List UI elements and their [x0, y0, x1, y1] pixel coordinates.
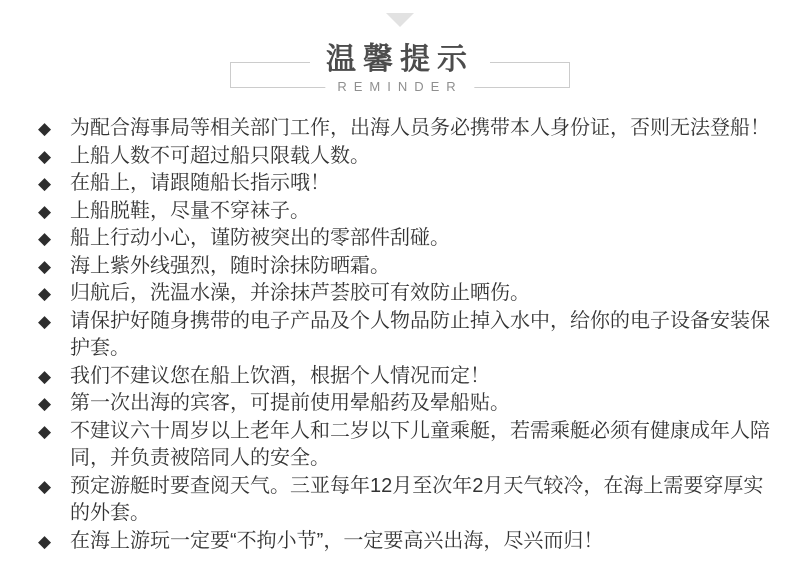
list-item — [38, 280, 772, 308]
tip-text: 在海上游玩一定要“不拘小节”，一定要高兴出海，尽兴而归！ — [70, 529, 604, 552]
diamond-bullet-icon: ◆ — [38, 284, 52, 303]
tip-text: 上船脱鞋，尽量不穿袜子。 — [70, 199, 310, 222]
reminder-header — [0, 0, 800, 105]
list-item — [38, 198, 772, 226]
page-title: 温馨提示 — [310, 43, 490, 77]
list-item — [38, 143, 772, 171]
diamond-bullet-icon: ◆ — [38, 421, 52, 441]
tip-text: 请保护好随身携带的电子产品及个人物品防止掉入水中，给你的电子设备安装保护套。 — [70, 309, 770, 359]
tip-text: 船上行动小心，谨防被突出的零部件刮碰。 — [70, 227, 450, 249]
diamond-bullet-icon: ◆ — [38, 394, 52, 413]
list-item — [38, 225, 772, 253]
tip-text: 在船上，请跟随船长指示哦！ — [70, 172, 330, 194]
list-item — [38, 390, 772, 418]
tips-list — [0, 115, 800, 555]
tip-text: 预定游艇时要查阅天气。三亚每年12月至次年2月天气较冷，在海上需要穿厚实的外套。 — [70, 474, 764, 524]
diamond-bullet-icon: ◆ — [38, 311, 52, 331]
diamond-bullet-icon: ◆ — [38, 476, 52, 496]
diamond-bullet-icon: ◆ — [38, 174, 52, 193]
tip-text: 海上紫外线强烈，随时涂抹防晒霜。 — [70, 254, 390, 277]
list-item — [38, 363, 772, 391]
list-item — [38, 473, 772, 528]
chevron-down-icon — [386, 13, 414, 27]
tip-text: 我们不建议您在船上饮酒，根据个人情况而定！ — [70, 364, 490, 387]
diamond-bullet-icon: ◆ — [38, 366, 52, 386]
list-item — [38, 308, 772, 363]
page-subtitle: REMINDER — [325, 78, 474, 96]
diamond-bullet-icon: ◆ — [38, 256, 52, 276]
diamond-bullet-icon: ◆ — [38, 531, 52, 551]
diamond-bullet-icon: ◆ — [38, 119, 52, 138]
list-item — [38, 115, 772, 143]
tip-text: 为配合海事局等相关部门工作，出海人员务必携带本人身份证，否则无法登船！ — [70, 117, 770, 139]
diamond-bullet-icon: ◆ — [38, 201, 52, 221]
list-item — [38, 418, 772, 473]
tip-text: 上船人数不可超过船只限载人数。 — [70, 144, 370, 167]
tip-text: 归航后，洗温水澡，并涂抹芦荟胶可有效防止晒伤。 — [70, 282, 530, 304]
diamond-bullet-icon: ◆ — [38, 146, 52, 166]
tip-text: 不建议六十周岁以上老年人和二岁以下儿童乘艇，若需乘艇必须有健康成年人陪同，并负责被陪同人的安全。 — [70, 419, 770, 469]
list-item — [38, 170, 772, 198]
list-item — [38, 528, 772, 556]
list-item — [38, 253, 772, 281]
tip-text: 第一次出海的宾客，可提前使用晕船药及晕船贴。 — [70, 392, 510, 414]
diamond-bullet-icon: ◆ — [38, 229, 52, 248]
